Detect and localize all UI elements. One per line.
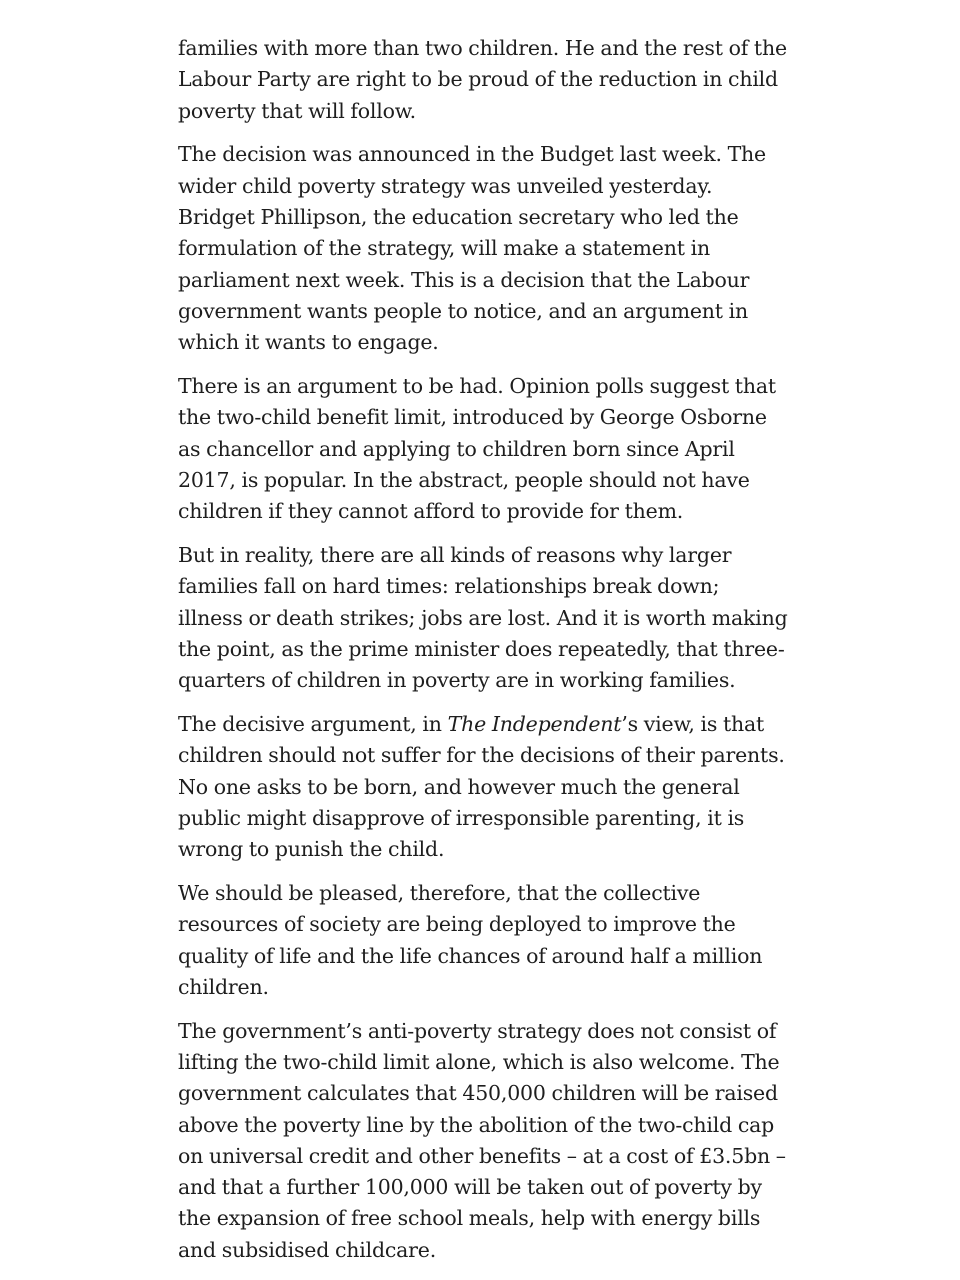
- paragraph-2: The decision was announced in the Budget last week. The wider child poverty strategy was unveiled yesterday. Bridget Phillipson, the education secretary who led the formulation of the strategy, will make a statement in parliament next week. This is a decision that the Labour government wants people to notice, and an argument in which it wants to engage.: [178, 142, 766, 355]
- paragraph-3: There is an argument to be had. Opinion polls suggest that the two-child benefit limit, introduced by George Osborne as chancellor and applying to children born since April 2017, is popular. In the abstract, people should not have children if they cannot afford to provide for them.: [178, 373, 776, 524]
- paragraph-5-rest: ’s view, is that children should not suffer for the decisions of their parents. No one asks to be born, and however much the general public might disapprove of irresponsible parenting, it is wrong to punish the child.: [178, 711, 785, 862]
- paragraph-1: families with more than two children. He and the rest of the Labour Party are right to be proud of the reduction in child poverty that will follow.: [178, 36, 787, 123]
- paragraph-5-intro: The decisive argument, in: [178, 711, 448, 736]
- paragraph-4: But in reality, there are all kinds of reasons why larger families fall on hard times: relationships break down; illness or death strikes; jobs are lost. And it is worth making the point, as the prime minister does repeatedly, that three-quarters of children in poverty are in working families.: [178, 542, 788, 693]
- paragraph-6: We should be pleased, therefore, that the collective resources of society are being deployed to improve the quality of life and the life chances of around half a million children.: [178, 880, 763, 999]
- publication-name: The Independent: [447, 711, 622, 736]
- paragraph-5: [178, 709, 788, 865]
- paragraph-7: The government’s anti-poverty strategy does not consist of lifting the two-child limit alone, which is also welcome. The government calculates that 450,000 children will be raised above the poverty line by the abolition of the two-child cap on universal credit and other benefits – at a cost of £3.5bn – and that a further 100,000 will be taken out of poverty by the expansion of free school meals, help with energy bills and subsidised childcare.: [178, 1018, 786, 1262]
- article-body: [178, 33, 788, 1278]
